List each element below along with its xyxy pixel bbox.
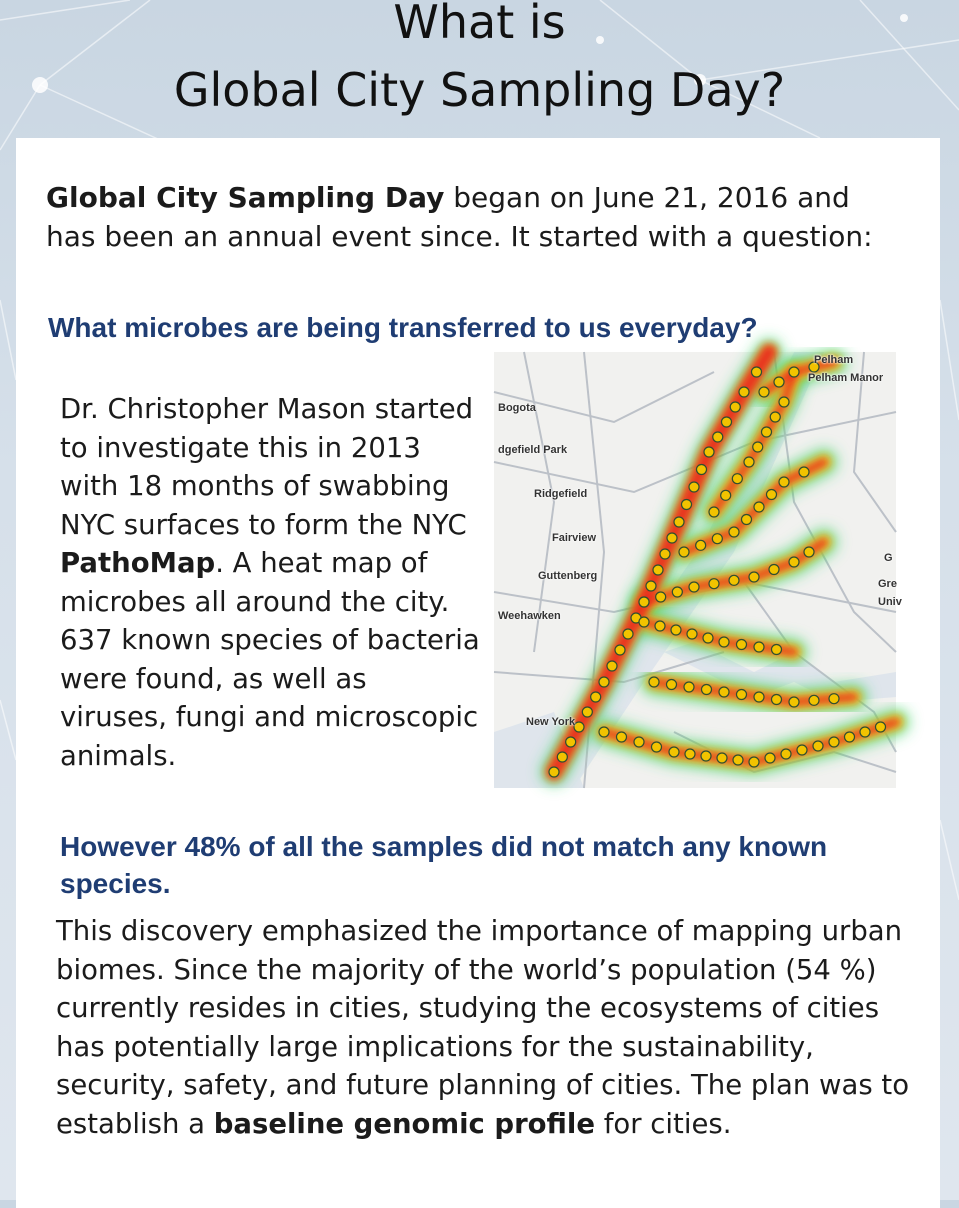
question-heading: What microbes are being transferred to us everyday?: [48, 312, 758, 343]
sample-marker: [737, 640, 747, 650]
sample-marker: [689, 482, 699, 492]
sample-marker: [733, 755, 743, 765]
sample-marker: [617, 732, 627, 742]
sample-marker: [682, 500, 692, 510]
sample-marker: [709, 507, 719, 517]
sample-marker: [607, 661, 617, 671]
sample-marker: [634, 737, 644, 747]
sample-marker: [722, 417, 732, 427]
sample-marker: [649, 677, 659, 687]
sample-marker: [779, 397, 789, 407]
sample-marker: [582, 707, 592, 717]
sample-marker: [702, 685, 712, 695]
map-label-ridgefield: Ridgefield: [534, 488, 588, 500]
sample-marker: [549, 767, 559, 777]
sample-marker: [876, 722, 886, 732]
sample-marker: [599, 677, 609, 687]
sample-marker: [797, 745, 807, 755]
sample-marker: [730, 402, 740, 412]
sample-marker: [674, 517, 684, 527]
pathomap-description: [60, 390, 480, 775]
sample-marker: [667, 680, 677, 690]
sample-marker: [779, 477, 789, 487]
map-label-new-york: New York: [526, 716, 576, 728]
sample-marker: [639, 597, 649, 607]
sample-marker: [717, 753, 727, 763]
sample-marker: [697, 465, 707, 475]
sample-marker: [669, 747, 679, 757]
sample-marker: [752, 367, 762, 377]
pathomap-bold: PathoMap: [60, 547, 216, 579]
sample-marker: [656, 592, 666, 602]
nyc-pathomap-heatmap: [494, 352, 902, 788]
sample-marker: [712, 534, 722, 544]
sample-marker: [737, 690, 747, 700]
content-card: [16, 138, 940, 1208]
sample-marker: [781, 749, 791, 759]
map-label-ridgefield-park: dgefield Park: [498, 444, 568, 456]
sample-marker: [623, 629, 633, 639]
map-label-bogota: Bogota: [498, 402, 536, 414]
sample-marker: [759, 387, 769, 397]
sample-marker: [754, 502, 764, 512]
sample-marker: [774, 377, 784, 387]
sample-marker: [804, 547, 814, 557]
sample-marker: [646, 581, 656, 591]
sample-marker: [719, 637, 729, 647]
map-label-pelham-manor: Pelham Manor: [808, 372, 884, 384]
sample-marker: [704, 447, 714, 457]
sample-marker: [713, 432, 723, 442]
sample-marker: [591, 692, 601, 702]
map-label-weehawken: Weehawken: [498, 610, 561, 622]
sample-marker: [772, 695, 782, 705]
sample-marker: [729, 527, 739, 537]
sample-marker: [615, 645, 625, 655]
closing-text: This discovery emphasized the importance of mapping urban biomes. Since the majority of the world’s population (54 %) currently resides in cities, studying the ecosystems of cities has potentially large implications for the sustainability, security, safety, and future planning of cities. The plan was to establish a: [56, 915, 910, 1140]
sample-marker: [679, 547, 689, 557]
intro-text: began on June 21, 2016 and has been an annual event since. It started with a question:: [46, 181, 873, 253]
sample-marker: [574, 722, 584, 732]
map-label-guttenberg: Guttenberg: [538, 570, 598, 582]
sample-marker: [749, 572, 759, 582]
sample-marker: [789, 367, 799, 377]
map-label-pelham: Pelham: [814, 354, 854, 366]
closing-paragraph: [56, 912, 926, 1143]
sample-marker: [696, 540, 706, 550]
map-label-g: G: [884, 552, 893, 564]
sample-marker: [684, 682, 694, 692]
sample-marker: [557, 752, 567, 762]
sample-marker: [655, 621, 665, 631]
highlight-statement: However 48% of all the samples did not match any known species.: [60, 831, 828, 899]
sample-marker: [721, 490, 731, 500]
map-label-uni: Univ: [878, 596, 902, 608]
sample-marker: [566, 737, 576, 747]
sample-marker: [672, 587, 682, 597]
sample-marker: [685, 749, 695, 759]
sample-marker: [709, 579, 719, 589]
sample-marker: [742, 515, 752, 525]
sample-marker: [687, 629, 697, 639]
sample-marker: [845, 732, 855, 742]
sample-marker: [653, 565, 663, 575]
sample-marker: [772, 645, 782, 655]
sample-marker: [767, 490, 777, 500]
sample-marker: [739, 387, 749, 397]
sample-marker: [789, 697, 799, 707]
sample-marker: [829, 694, 839, 704]
sample-marker: [829, 737, 839, 747]
page-title-line-2: Global City Sampling Day?: [173, 63, 786, 117]
sample-marker: [754, 692, 764, 702]
sample-marker: [765, 753, 775, 763]
closing-bold: baseline genomic profile: [213, 1107, 595, 1140]
closing-text-after: for cities.: [595, 1107, 732, 1140]
sample-marker: [671, 625, 681, 635]
map-label-fairview: Fairview: [552, 532, 597, 544]
map-label-gre: Gre: [878, 578, 897, 590]
sample-marker: [809, 695, 819, 705]
sample-marker: [799, 467, 809, 477]
intro-paragraph: [46, 178, 906, 256]
page-title-line-1: What is: [393, 0, 566, 49]
pathomap-text-before: Dr. Christopher Mason started to investigate this in 2013 with 18 months of swabbing NYC surfaces to form the NYC: [60, 393, 474, 541]
sample-marker: [770, 412, 780, 422]
sample-marker: [754, 642, 764, 652]
sample-marker: [660, 549, 670, 559]
sample-marker: [667, 533, 677, 543]
sample-marker: [599, 727, 609, 737]
sample-marker: [729, 575, 739, 585]
sample-marker: [860, 727, 870, 737]
sample-marker: [703, 633, 713, 643]
sample-marker: [753, 442, 763, 452]
intro-bold-term: Global City Sampling Day: [46, 181, 445, 214]
sample-marker: [732, 474, 742, 484]
sample-marker: [744, 457, 754, 467]
sample-marker: [689, 582, 699, 592]
sample-marker: [652, 742, 662, 752]
sample-marker: [762, 427, 772, 437]
sample-marker: [719, 687, 729, 697]
sample-marker: [701, 751, 711, 761]
sample-marker: [749, 757, 759, 767]
sample-marker: [639, 617, 649, 627]
sample-marker: [789, 557, 799, 567]
pathomap-text-after: . A heat map of microbes all around the city. 637 known species of bacteria were found, as well as viruses, fungi and microscopic animals.: [60, 547, 480, 772]
sample-marker: [769, 565, 779, 575]
sample-marker: [813, 741, 823, 751]
